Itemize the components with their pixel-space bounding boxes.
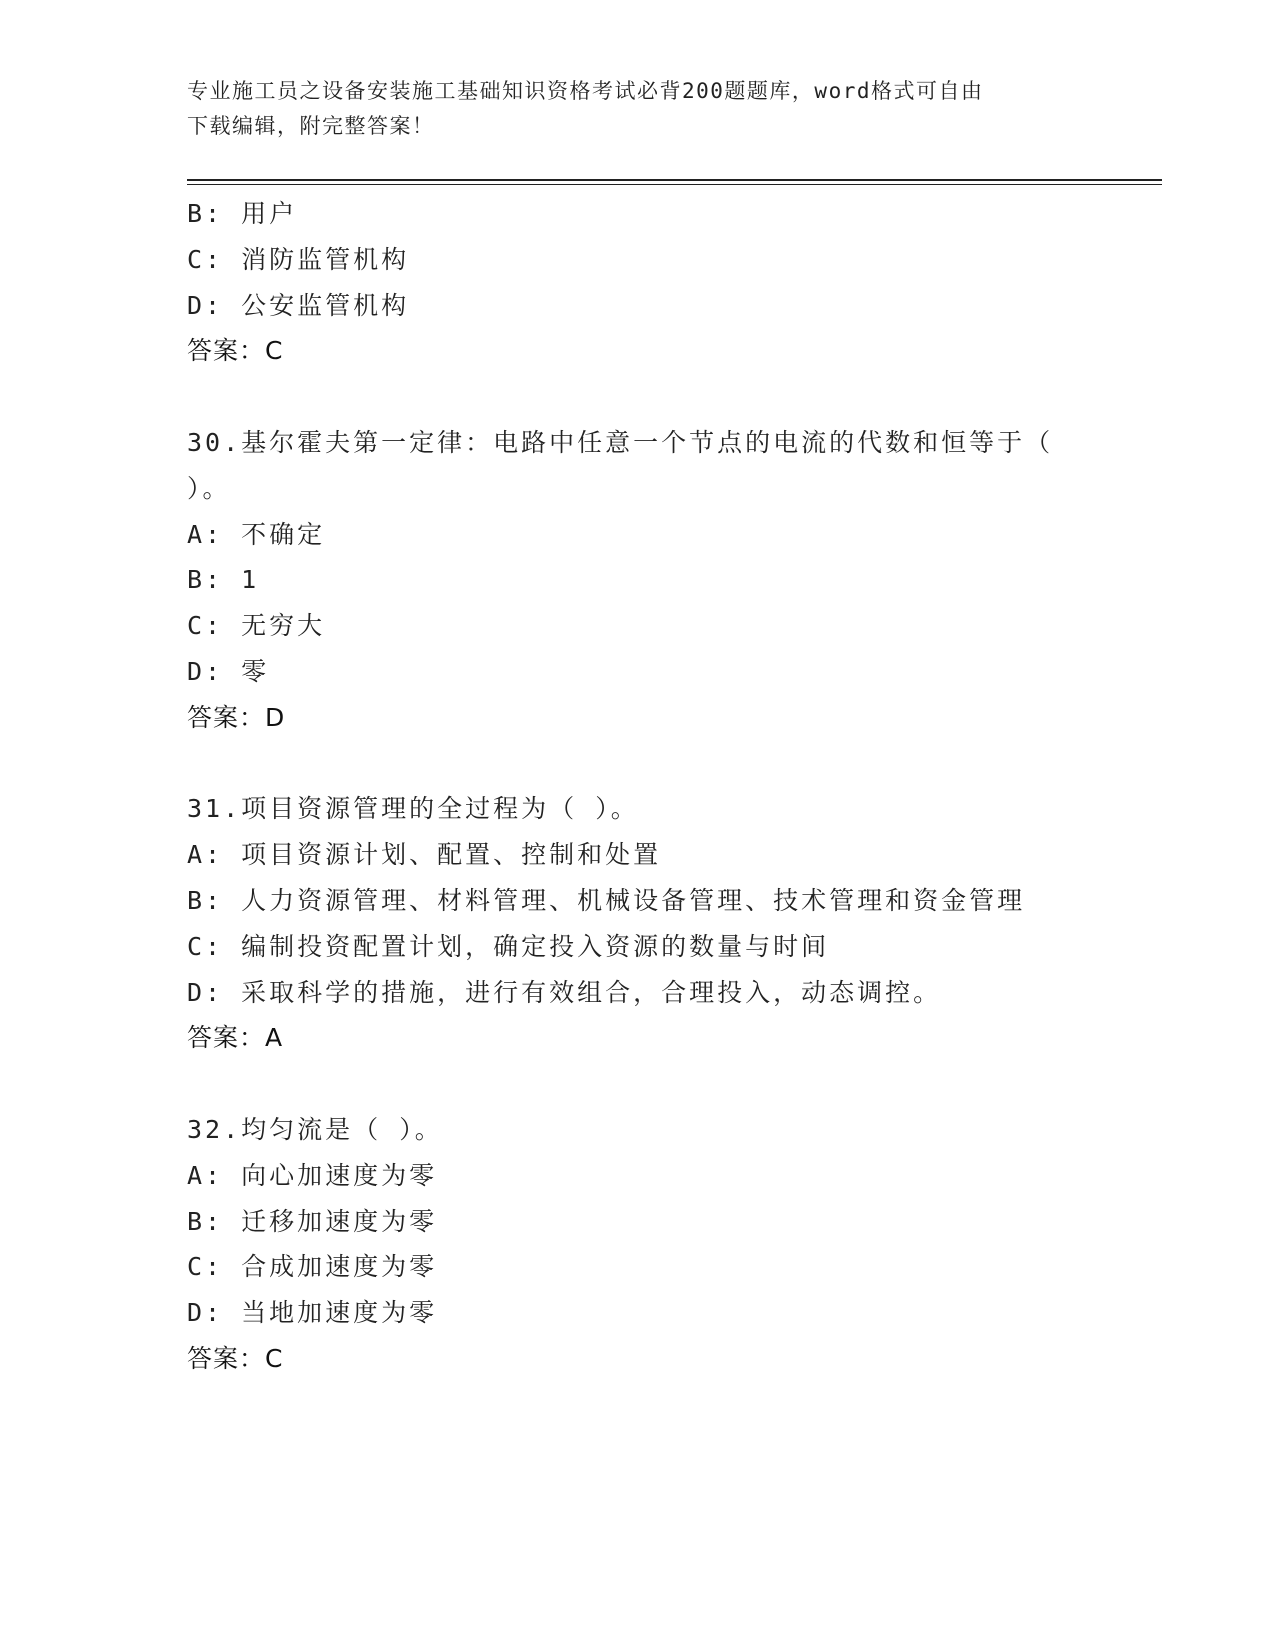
answer-line: 答案：A — [187, 1023, 284, 1053]
spacer — [187, 1061, 1087, 1107]
header-rule-thick — [187, 179, 1162, 181]
header-line-1: 专业施工员之设备安装施工基础知识资格考试必背200题题库，word格式可自由 — [187, 79, 984, 103]
question-stem: 30.基尔霍夫第一定律：电路中任意一个节点的电流的代数和恒等于（ — [187, 427, 1054, 457]
question-29-tail — [187, 191, 1087, 374]
question-31 — [187, 786, 1087, 1061]
option-a: A: 项目资源计划、配置、控制和处置 — [187, 840, 662, 870]
option-b: B: 用户 — [187, 199, 298, 228]
option-a: A: 向心加速度为零 — [187, 1160, 438, 1190]
answer-line: 答案：D — [187, 702, 286, 732]
question-list — [187, 191, 1087, 1382]
option-d: D: 当地加速度为零 — [187, 1298, 438, 1328]
option-b: B: 迁移加速度为零 — [187, 1206, 438, 1236]
option-a: A: 不确定 — [187, 519, 326, 549]
spacer — [187, 741, 1087, 787]
option-d: D: 采取科学的措施，进行有效组合，合理投入，动态调控。 — [187, 977, 942, 1007]
answer-line: 答案：C — [187, 1343, 284, 1373]
option-d: D: 零 — [187, 656, 270, 686]
document-header — [187, 74, 1087, 144]
option-b: B: 人力资源管理、材料管理、机械设备管理、技术管理和资金管理 — [187, 885, 1026, 915]
option-c: C: 无穷大 — [187, 611, 326, 641]
question-stem-continued: ）。 — [187, 473, 231, 503]
header-rule-thin — [187, 184, 1162, 185]
question-32 — [187, 1107, 1087, 1382]
question-stem: 32.均匀流是（ ）。 — [187, 1114, 443, 1144]
question-stem: 31.项目资源管理的全过程为（ ）。 — [187, 794, 639, 824]
answer-line: 答案：C — [187, 336, 284, 366]
option-b: B: 1 — [187, 565, 260, 595]
question-30 — [187, 420, 1087, 741]
spacer — [187, 374, 1087, 420]
option-d: D: 公安监管机构 — [187, 290, 410, 320]
header-line-2: 下载编辑，附完整答案！ — [187, 114, 435, 138]
option-c: C: 消防监管机构 — [187, 244, 410, 274]
option-c: C: 合成加速度为零 — [187, 1252, 438, 1282]
option-c: C: 编制投资配置计划，确定投入资源的数量与时间 — [187, 931, 830, 961]
